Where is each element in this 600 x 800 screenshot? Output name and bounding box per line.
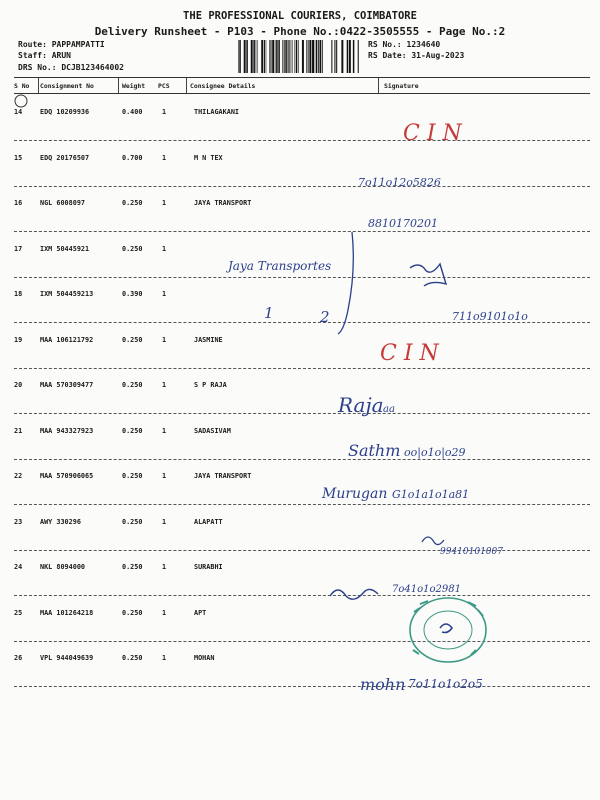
col-header-sno: S No (14, 82, 30, 90)
runsheet-title: Delivery Runsheet - P103 - Phone No.:0422-3505555 - Page No.:2 (94, 25, 506, 38)
rs-date: RS Date: 31-Aug-2023 (368, 51, 465, 60)
cell-consignment-no: EDQ 10209936 (40, 108, 90, 116)
row23-signature-number: 99410101007 (440, 547, 503, 557)
murugan-signature: Murugan (322, 486, 388, 502)
cell-consignment-no: MAA 101264218 (40, 608, 94, 617)
cell-weight: 0.250 (122, 244, 143, 253)
cell-consignment-no: IXM 504459213 (40, 290, 94, 298)
cell-consignee: SURABHI (194, 563, 223, 571)
company-seal-stamp (410, 598, 486, 662)
cell-consignment-no: NGL 6008097 (40, 199, 86, 207)
cell-sno: 23 (14, 517, 23, 526)
company-title: THE PROFESSIONAL COURIERS, COIMBATORE (183, 10, 417, 22)
cell-sno: 17 (14, 244, 23, 253)
cell-weight: 0.250 (122, 381, 143, 389)
cell-sno: 26 (14, 654, 23, 662)
col-header-weight: Weight (122, 82, 146, 90)
mohan-signature: mohn (360, 675, 406, 694)
raja-signature: Raja (338, 393, 384, 417)
cell-pcs: 1 (162, 608, 167, 617)
cell-pcs: 1 (162, 563, 167, 571)
row18-mark-two: 2 (320, 308, 330, 326)
row18-signature-number: 711o9101o1o (452, 310, 528, 323)
cell-consignment-no: EDQ 20176507 (40, 153, 90, 162)
col-header-pcs: PCS (158, 82, 170, 90)
col-header-consignee: Consignee Details (190, 82, 256, 90)
cell-consignee: JASMINE (194, 335, 223, 344)
cell-weight: 0.390 (122, 290, 143, 298)
cell-consignee: SADASIVAM (194, 426, 231, 435)
row24-signature-stroke (330, 589, 378, 599)
cell-consignee: APT (194, 608, 207, 617)
route-label: Route: PAPPAMPATTI (18, 40, 105, 49)
cell-weight: 0.250 (122, 199, 143, 207)
cell-pcs: 1 (162, 153, 167, 162)
cell-sno: 25 (14, 608, 23, 617)
cell-pcs: 1 (162, 654, 167, 662)
sathi-signature-number: oo|o1o|o29 (404, 446, 466, 459)
row17-signature-stroke (410, 264, 446, 286)
cell-weight: 0.250 (122, 563, 143, 571)
cell-sno: 22 (14, 472, 23, 480)
col-header-consignment: Consignment No (40, 82, 94, 90)
cell-pcs: 1 (162, 244, 167, 253)
cell-consignment-no: MAA 106121792 (40, 335, 94, 344)
cell-weight: 0.250 (122, 608, 143, 617)
cell-consignment-no: AWY 330296 (40, 517, 81, 526)
cell-pcs: 1 (162, 517, 167, 526)
cell-consignee: S P RAJA (194, 381, 227, 389)
jaya-transport-handwriting: Jaya Transportes (228, 259, 332, 273)
cell-weight: 0.250 (122, 472, 143, 480)
cell-consignee: JAYA TRANSPORT (194, 472, 252, 480)
cell-pcs: 1 (162, 381, 167, 389)
cell-pcs: 1 (162, 290, 167, 298)
cell-pcs: 1 (162, 335, 167, 344)
raja-signature-number: aa (383, 404, 395, 415)
col-header-signature: Signature (384, 82, 419, 90)
row16-signature-number: 8810170201 (368, 217, 438, 230)
sathi-signature: Sathm (348, 441, 401, 460)
cin-mark-row19: C I N (380, 341, 439, 366)
staff-label: Staff: ARUN (18, 51, 71, 60)
cell-weight: 0.250 (122, 426, 143, 435)
cell-sno: 18 (14, 290, 23, 298)
cell-consignee: ALAPATT (194, 517, 223, 526)
cell-weight: 0.250 (122, 654, 143, 662)
cell-consignee: M N TEX (194, 153, 223, 162)
cell-pcs: 1 (162, 199, 167, 207)
row24-signature-number: 7o41o1o2981 (392, 584, 461, 595)
cell-sno: 19 (14, 335, 23, 344)
cell-consignment-no: MAA 943327923 (40, 426, 94, 435)
cell-sno: 24 (14, 563, 23, 571)
cell-sno: 20 (14, 381, 23, 389)
cell-sno: 14 (14, 108, 23, 116)
cell-pcs: 1 (162, 426, 167, 435)
circle-mark (15, 95, 27, 107)
cell-consignment-no: MAA 570309477 (40, 381, 94, 389)
cell-consignment-no: MAA 570906065 (40, 472, 94, 480)
cell-weight: 0.700 (122, 153, 143, 162)
cell-consignee: MOHAN (194, 654, 215, 662)
murugan-signature-number: G1o1a1o1a81 (392, 488, 470, 501)
row15-signature-number: 7o11o12o5826 (358, 176, 441, 189)
drs-number: DRS No.: DCJB123464002 (18, 63, 124, 72)
row18-mark-one: 1 (264, 304, 274, 322)
cell-pcs: 1 (162, 108, 167, 116)
row23-signature-stroke (422, 537, 444, 545)
cell-sno: 21 (14, 426, 23, 435)
rs-number: RS No.: 1234640 (368, 40, 441, 49)
cell-pcs: 1 (162, 472, 167, 480)
cell-weight: 0.400 (122, 108, 143, 116)
cin-mark-row14: C I N (403, 121, 462, 146)
cell-weight: 0.250 (122, 335, 143, 344)
cell-consignee: THILAGAKANI (194, 108, 240, 116)
row16-bracket-stroke (338, 232, 353, 334)
cell-sno: 16 (14, 199, 23, 207)
cell-consignee: JAYA TRANSPORT (194, 199, 252, 207)
cell-weight: 0.250 (122, 517, 143, 526)
row26-signature-number: 7o11o1o2o5 (408, 677, 483, 691)
cell-consignment-no: VPL 944049639 (40, 654, 94, 662)
cell-consignment-no: NKL 8094000 (40, 563, 86, 571)
cell-consignment-no: IXM 50445921 (40, 244, 90, 253)
cell-sno: 15 (14, 153, 23, 162)
